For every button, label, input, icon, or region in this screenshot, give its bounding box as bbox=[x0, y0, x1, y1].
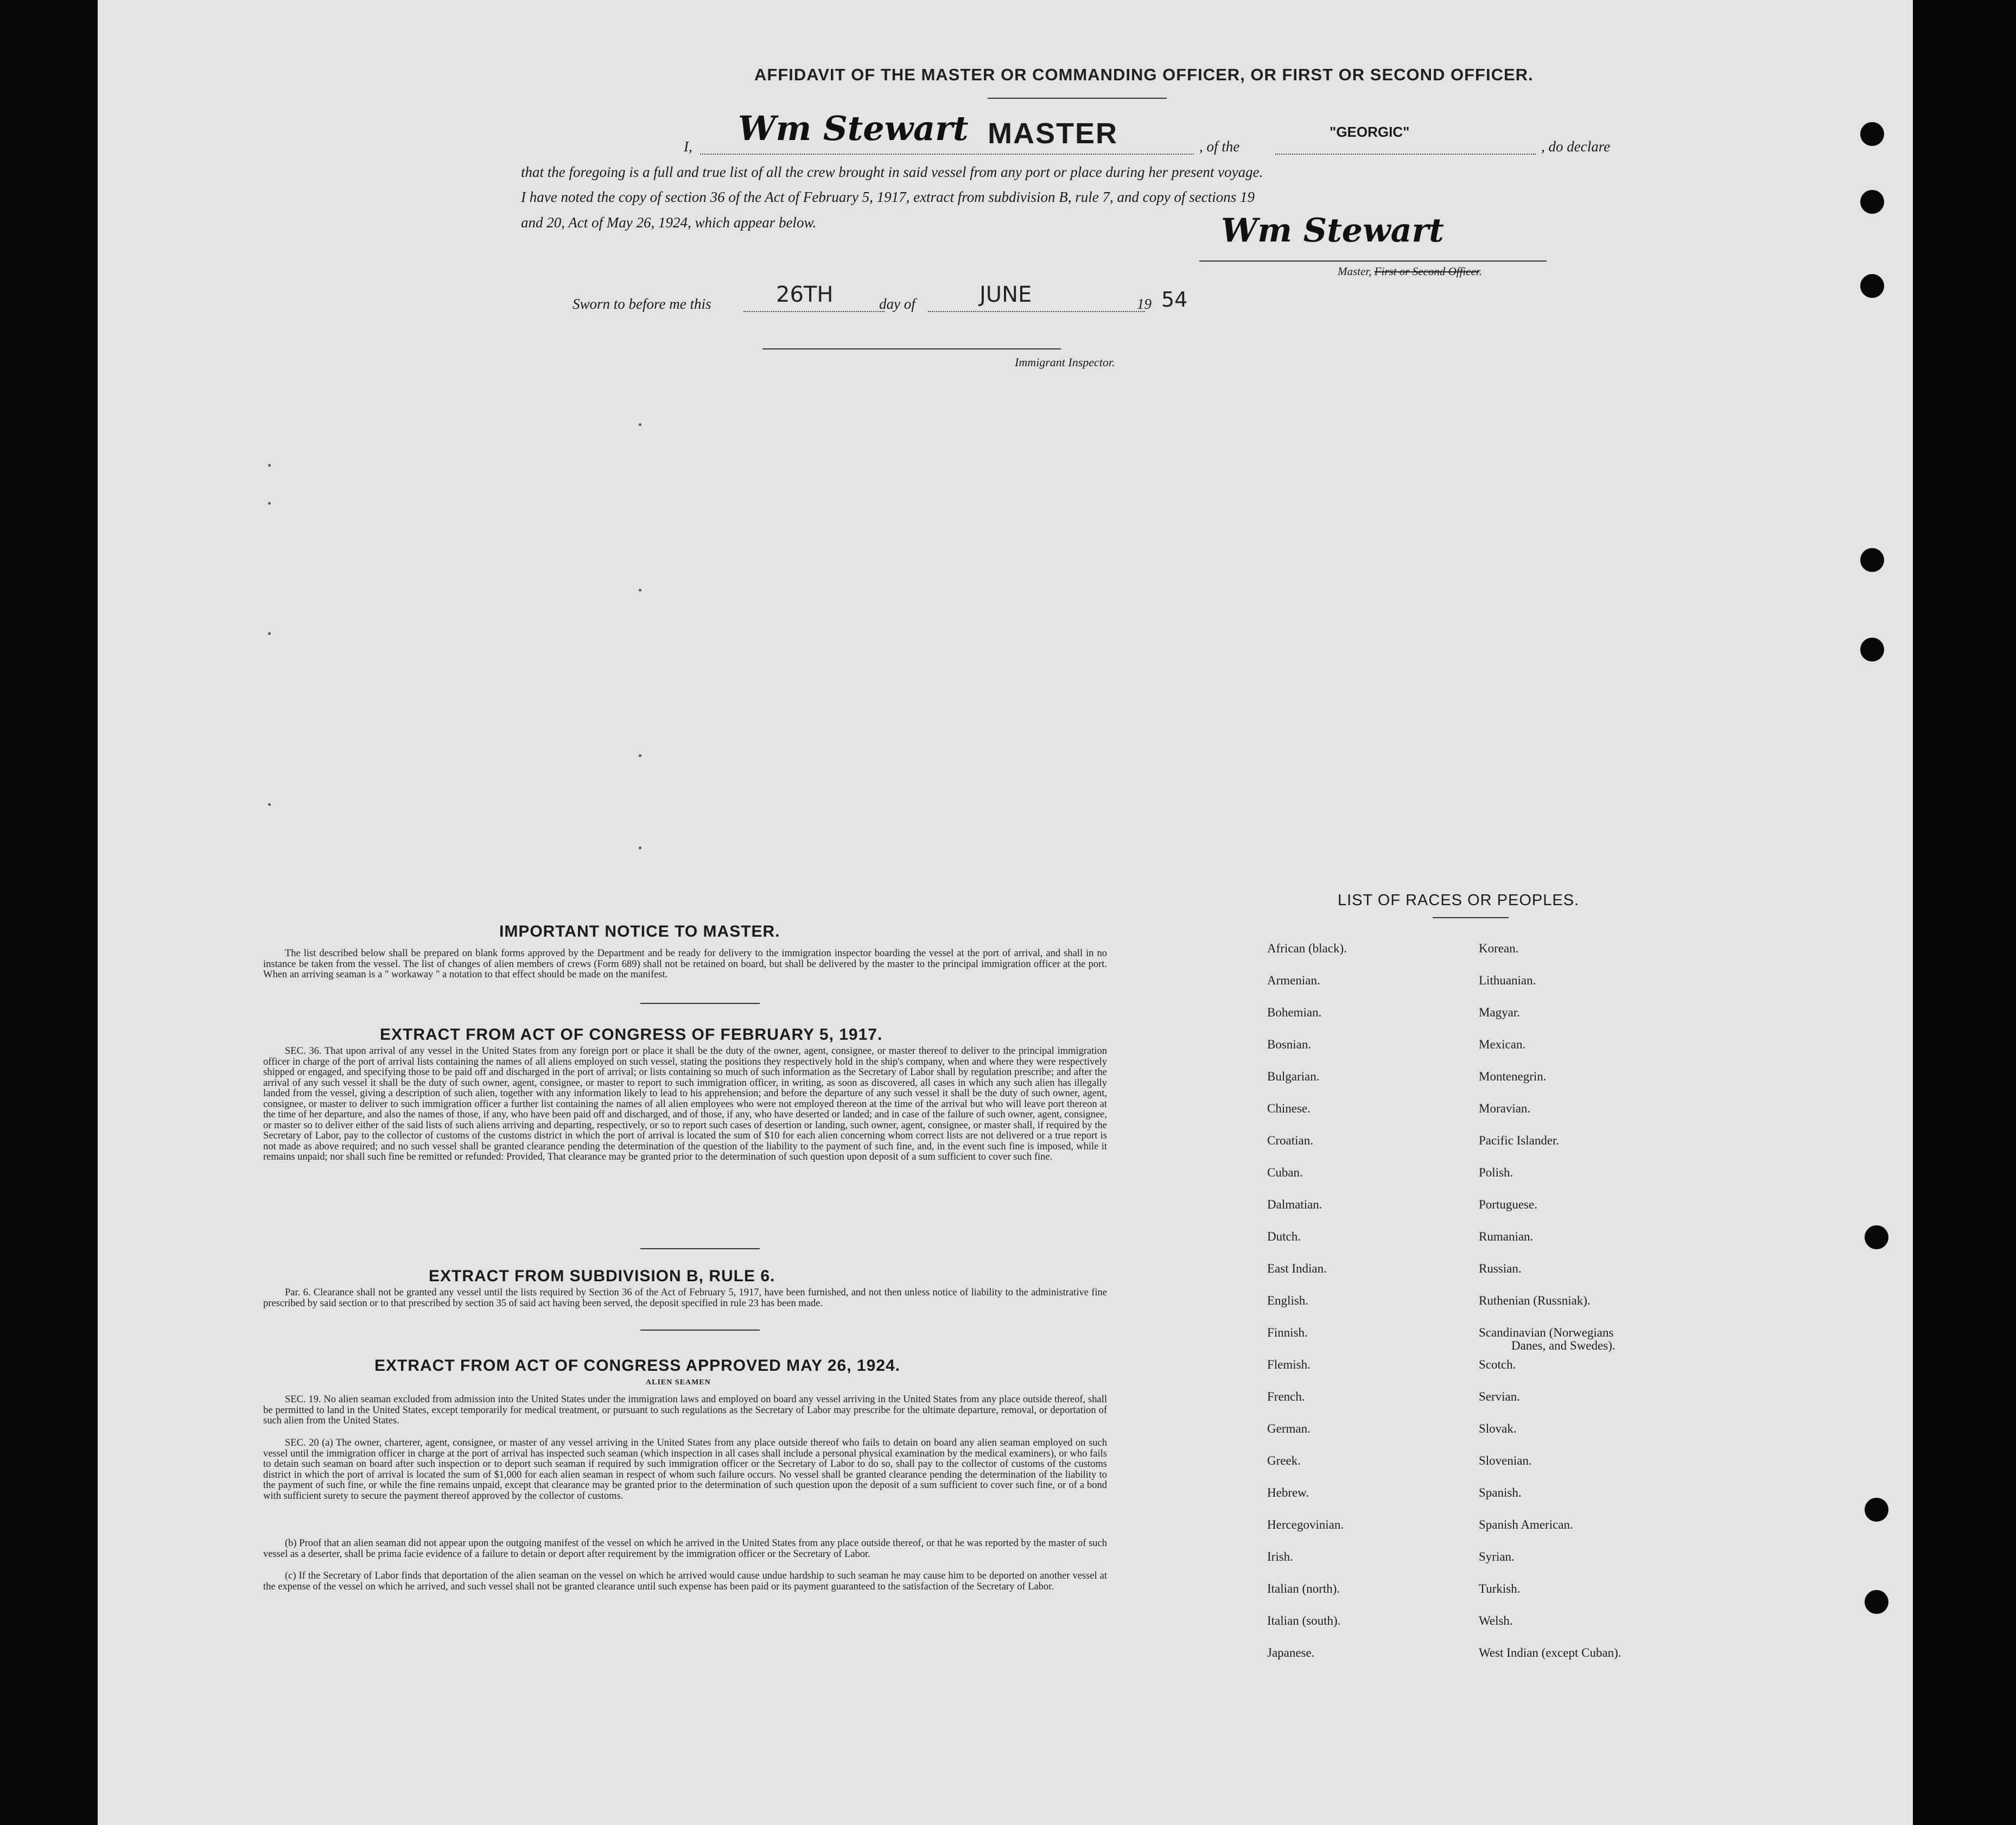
signer-title-prefix: Master, bbox=[1338, 265, 1375, 278]
binder-hole bbox=[1865, 1498, 1888, 1522]
binder-hole bbox=[1860, 274, 1884, 298]
signature-line bbox=[1199, 260, 1547, 262]
race-item: Slovak. bbox=[1479, 1422, 1517, 1435]
race-item: Pacific Islander. bbox=[1479, 1134, 1560, 1147]
affidavit-body-line2: I have noted the copy of section 36 of the Act of February 5, 1917, extract from subdivision B, rule 7, and copy of sections 19 bbox=[521, 189, 1255, 205]
race-item: French. bbox=[1267, 1390, 1305, 1403]
race-item: Italian (south). bbox=[1267, 1614, 1341, 1627]
race-item: Bosnian. bbox=[1267, 1038, 1312, 1051]
race-item: German. bbox=[1267, 1422, 1311, 1435]
extract-1924-sec20c: (c) If the Secretary of Labor finds that deportation of the alien seaman on the vessel on which he arrived would cause undue hardship to such seaman he may cause him to be deported on another vessel at the expense of the vessel on which he arrived, and such vessel shall not be granted clearance until such expense has been paid or its payment guaranteed to the satisfaction of the Secretary of Labor. bbox=[263, 1570, 1107, 1592]
race-item: Welsh. bbox=[1479, 1614, 1513, 1627]
binder-hole bbox=[1865, 1225, 1888, 1249]
races-title-underline bbox=[1433, 917, 1509, 918]
race-item: Servian. bbox=[1479, 1390, 1521, 1403]
master-word: MASTER bbox=[988, 117, 1118, 150]
sworn-label: Sworn to before me this bbox=[573, 296, 711, 312]
master-signature-top: Wm Stewart bbox=[738, 109, 969, 148]
race-item: West Indian (except Cuban). bbox=[1479, 1646, 1621, 1659]
race-item: Greek. bbox=[1267, 1454, 1301, 1467]
race-item: Polish. bbox=[1479, 1166, 1513, 1179]
race-item: Slovenian. bbox=[1479, 1454, 1532, 1467]
stray-dot bbox=[639, 589, 641, 592]
extract-1917-text: SEC. 36. That upon arrival of any vessel in the United States from any foreign port or place it shall be the duty of the owner, agent, consignee, or master thereof to deliver to the principal immigration officer in charge of the port of arrival lists containing the names of all aliens employed on such vessel, stating the positions they respectively hold in the ship's company, when and where they were respectively shipped or engaged, and specifying those to be paid off and discharged in the port of arrival; or lists containing so much of such information as the Secretary of Labor shall by regulation prescribe; and after the arrival of any such vessel it shall be the duty of such owner, agent, consignee, or master to report to such immigration officer, in writing, as soon as discovered, all cases in which any such alien has illegally landed from the vessel, giving a description of such alien, together with any information likely to lead to his apprehension; and before the departure of any such vessel it shall be the duty of such owner, agent, consignee, or master to deliver to such immigration officer a further list containing the names of all alien employees who were not employed thereon at the time of the arrival but who will leave port thereon at the time of her departure, and also the names of those, if any, who have been paid off and discharged, and of those, if any, who have deserted or landed; and in case of the failure of such owner, agent, consignee, or master so to deliver either of the said lists of such aliens arriving and departing, respectively, or so to report such cases of desertion or landing, such owner, agent, consignee, or master shall, if required by the Secretary of Labor, pay to the collector of customs of the customs district in which the port of arrival is located the sum of $10 for each alien concerning whom correct lists are not delivered or a true report is not made as above required; and no such vessel shall be granted clearance pending the determination of the question of the liability to the payment of such fine, and, in the event such fine is imposed, while it remains unpaid; nor shall such fine be remitted or refunded: Provided, That clearance may be granted prior to the determination of such question upon deposit of a sum sufficient to cover such fine. bbox=[263, 1046, 1107, 1162]
month-blank-line bbox=[928, 311, 1145, 312]
race-item: Bohemian. bbox=[1267, 1006, 1322, 1019]
race-item: Montenegrin. bbox=[1479, 1070, 1547, 1083]
race-item: Armenian. bbox=[1267, 974, 1320, 987]
signer-title bbox=[1338, 265, 1482, 278]
race-item: East Indian. bbox=[1267, 1262, 1327, 1275]
race-item: Rumanian. bbox=[1479, 1230, 1534, 1243]
race-item: Chinese. bbox=[1267, 1102, 1311, 1115]
race-item: Korean. bbox=[1479, 942, 1519, 955]
vessel-name: "GEORGIC" bbox=[1330, 124, 1410, 140]
subdivision-text: Par. 6. Clearance shall not be granted any vessel until the lists required by Section 36 of the Act of February 5, 1917, have been furnished, and not then unless notice of liability to the administrative fine prescribed by said section or to that prescribed by section 35 of said act having been served, the deposit specified in rule 23 has been made. bbox=[263, 1287, 1107, 1309]
race-item: Lithuanian. bbox=[1479, 974, 1536, 987]
sworn-day: 26TH bbox=[776, 282, 834, 307]
race-item: Dutch. bbox=[1267, 1230, 1301, 1243]
race-item: Scandinavian (Norwegians bbox=[1479, 1326, 1614, 1339]
race-item: Spanish American. bbox=[1479, 1518, 1573, 1531]
inspector-signature-line bbox=[762, 348, 1061, 349]
race-item: Syrian. bbox=[1479, 1550, 1515, 1563]
race-item: Scotch. bbox=[1479, 1358, 1516, 1371]
stray-dot bbox=[639, 754, 641, 757]
race-item: African (black). bbox=[1267, 942, 1347, 955]
race-item: Flemish. bbox=[1267, 1358, 1311, 1371]
extract-1917-title: EXTRACT FROM ACT OF CONGRESS OF FEBRUARY 5, 1917. bbox=[380, 1026, 883, 1044]
stray-dot bbox=[268, 502, 271, 505]
race-item: Ruthenian (Russniak). bbox=[1479, 1294, 1591, 1307]
name-blank-line bbox=[700, 154, 1194, 155]
master-signature-bottom: Wm Stewart bbox=[1221, 212, 1444, 250]
race-item: Japanese. bbox=[1267, 1646, 1315, 1659]
affidavit-body-line3: and 20, Act of May 26, 1924, which appear below. bbox=[521, 214, 817, 231]
affidavit-body-line1: that the foregoing is a full and true list of all the crew brought in said vessel from any port or place during her present voyage. bbox=[521, 164, 1263, 180]
race-item: Cuban. bbox=[1267, 1166, 1303, 1179]
race-item: Portuguese. bbox=[1479, 1198, 1537, 1211]
year-prefix: 19 bbox=[1137, 296, 1152, 312]
race-item: Hebrew. bbox=[1267, 1486, 1309, 1499]
signer-title-suffix: . bbox=[1479, 265, 1482, 278]
affidavit-title: AFFIDAVIT OF THE MASTER OR COMMANDING OFFICER, OR FIRST OR SECOND OFFICER. bbox=[754, 65, 1534, 84]
signer-title-struck: First or Second Officer bbox=[1374, 265, 1479, 278]
notice-text: The list described below shall be prepared on blank forms approved by the Department and be ready for delivery to the immigration inspector boarding the vessel at the port of arrival, and shall in no instance be taken from the vessel. The list of changes of alien members of crews (Form 689) shall not be retained on board, but shall be delivered by the master to the principal immigration officer at the port. When an arriving seaman is a " workaway " a notation to that effect should be made on the manifest. bbox=[263, 948, 1107, 980]
race-item: Italian (north). bbox=[1267, 1582, 1340, 1595]
vessel-blank-line bbox=[1275, 154, 1536, 155]
of-the-label: , of the bbox=[1199, 138, 1240, 155]
race-item: Turkish. bbox=[1479, 1582, 1521, 1595]
binder-hole bbox=[1860, 638, 1884, 662]
binder-hole bbox=[1865, 1590, 1888, 1614]
race-item: Finnish. bbox=[1267, 1326, 1308, 1339]
race-item: Irish. bbox=[1267, 1550, 1293, 1563]
title-underline bbox=[988, 98, 1167, 99]
scan-edge bbox=[1913, 0, 2016, 1825]
divider bbox=[640, 1003, 760, 1004]
binder-hole bbox=[1860, 122, 1884, 146]
day-of-label: day of bbox=[879, 296, 915, 312]
race-item: English. bbox=[1267, 1294, 1309, 1307]
divider bbox=[640, 1248, 760, 1249]
race-item: Moravian. bbox=[1479, 1102, 1531, 1115]
race-item: Mexican. bbox=[1479, 1038, 1526, 1051]
stray-dot bbox=[268, 632, 271, 635]
sworn-month: JUNE bbox=[980, 282, 1032, 307]
inspector-label: Immigrant Inspector. bbox=[1015, 355, 1115, 369]
race-item: Spanish. bbox=[1479, 1486, 1522, 1499]
binder-hole bbox=[1860, 548, 1884, 572]
race-item: Russian. bbox=[1479, 1262, 1522, 1275]
stray-dot bbox=[268, 464, 271, 467]
divider bbox=[640, 1330, 760, 1331]
extract-1924-sec20b: (b) Proof that an alien seaman did not appear upon the outgoing manifest of the vessel on which he arrived in the United States from any place outside thereof, or that he was reported by the master of such vessel as a deserter, shall be prima facie evidence of a failure to detain or deport after requirement by the immigration officer or the Secretary of Labor. bbox=[263, 1538, 1107, 1560]
i-label: I, bbox=[684, 138, 692, 155]
extract-1924-sec19: SEC. 19. No alien seaman excluded from admission into the United States under the immigration laws and employed on board any vessel arriving in the United States from any place outside thereof, shall be permitted to land in the United States, except temporarily for medical treatment, or pursuant to such regulations as the Secretary of Labor may prescribe for the ultimate departure, removal, or deportation of such alien from the United States. bbox=[263, 1394, 1107, 1426]
race-item: Dalmatian. bbox=[1267, 1198, 1322, 1211]
document-page bbox=[98, 0, 1913, 1825]
races-title: LIST OF RACES OR PEOPLES. bbox=[1338, 892, 1580, 909]
year-handwritten: 54 bbox=[1161, 288, 1188, 311]
subdivision-title: EXTRACT FROM SUBDIVISION B, RULE 6. bbox=[429, 1267, 775, 1285]
day-blank-line bbox=[743, 311, 885, 312]
do-declare-label: , do declare bbox=[1541, 138, 1611, 155]
stray-dot bbox=[639, 847, 641, 849]
stray-dot bbox=[268, 803, 271, 806]
race-item: Bulgarian. bbox=[1267, 1070, 1320, 1083]
stray-dot bbox=[639, 423, 641, 426]
race-item: Croatian. bbox=[1267, 1134, 1313, 1147]
extract-1924-title: EXTRACT FROM ACT OF CONGRESS APPROVED MAY 26, 1924. bbox=[374, 1357, 900, 1375]
binder-hole bbox=[1860, 190, 1884, 214]
extract-1924-sec20a: SEC. 20 (a) The owner, charterer, agent, consignee, or master of any vessel arriving in the United States from any place outside thereof who fails to detain on board any alien seaman employed on such vessel until the immigration officer in charge at the port of arrival has inspected such seaman (which inspection in all cases shall include a personal physical examination by the medical examiners), or who fails to detain such seaman on board after such inspection or to deport such seaman if required by such immigration officer or the Secretary of Labor to do so, shall pay to the collector of customs of the customs district in which the port of arrival is located the sum of $1,000 for each alien seaman in respect of whom such failure occurs. No vessel shall be granted clearance pending the determination of the liability to the payment of such fine, or while the fine remains unpaid, except that clearance may be granted prior to the determination of such question upon the deposit of a sum sufficient to cover such fine, or of a bond with sufficient surety to secure the payment thereof approved by the collector of customs. bbox=[263, 1438, 1107, 1502]
race-item: Magyar. bbox=[1479, 1006, 1521, 1019]
race-item-continuation: Danes, and Swedes). bbox=[1511, 1339, 1616, 1352]
race-item: Hercegovinian. bbox=[1267, 1518, 1344, 1531]
extract-1924-subtitle: ALIEN SEAMEN bbox=[646, 1378, 711, 1387]
notice-title: IMPORTANT NOTICE TO MASTER. bbox=[499, 923, 780, 940]
